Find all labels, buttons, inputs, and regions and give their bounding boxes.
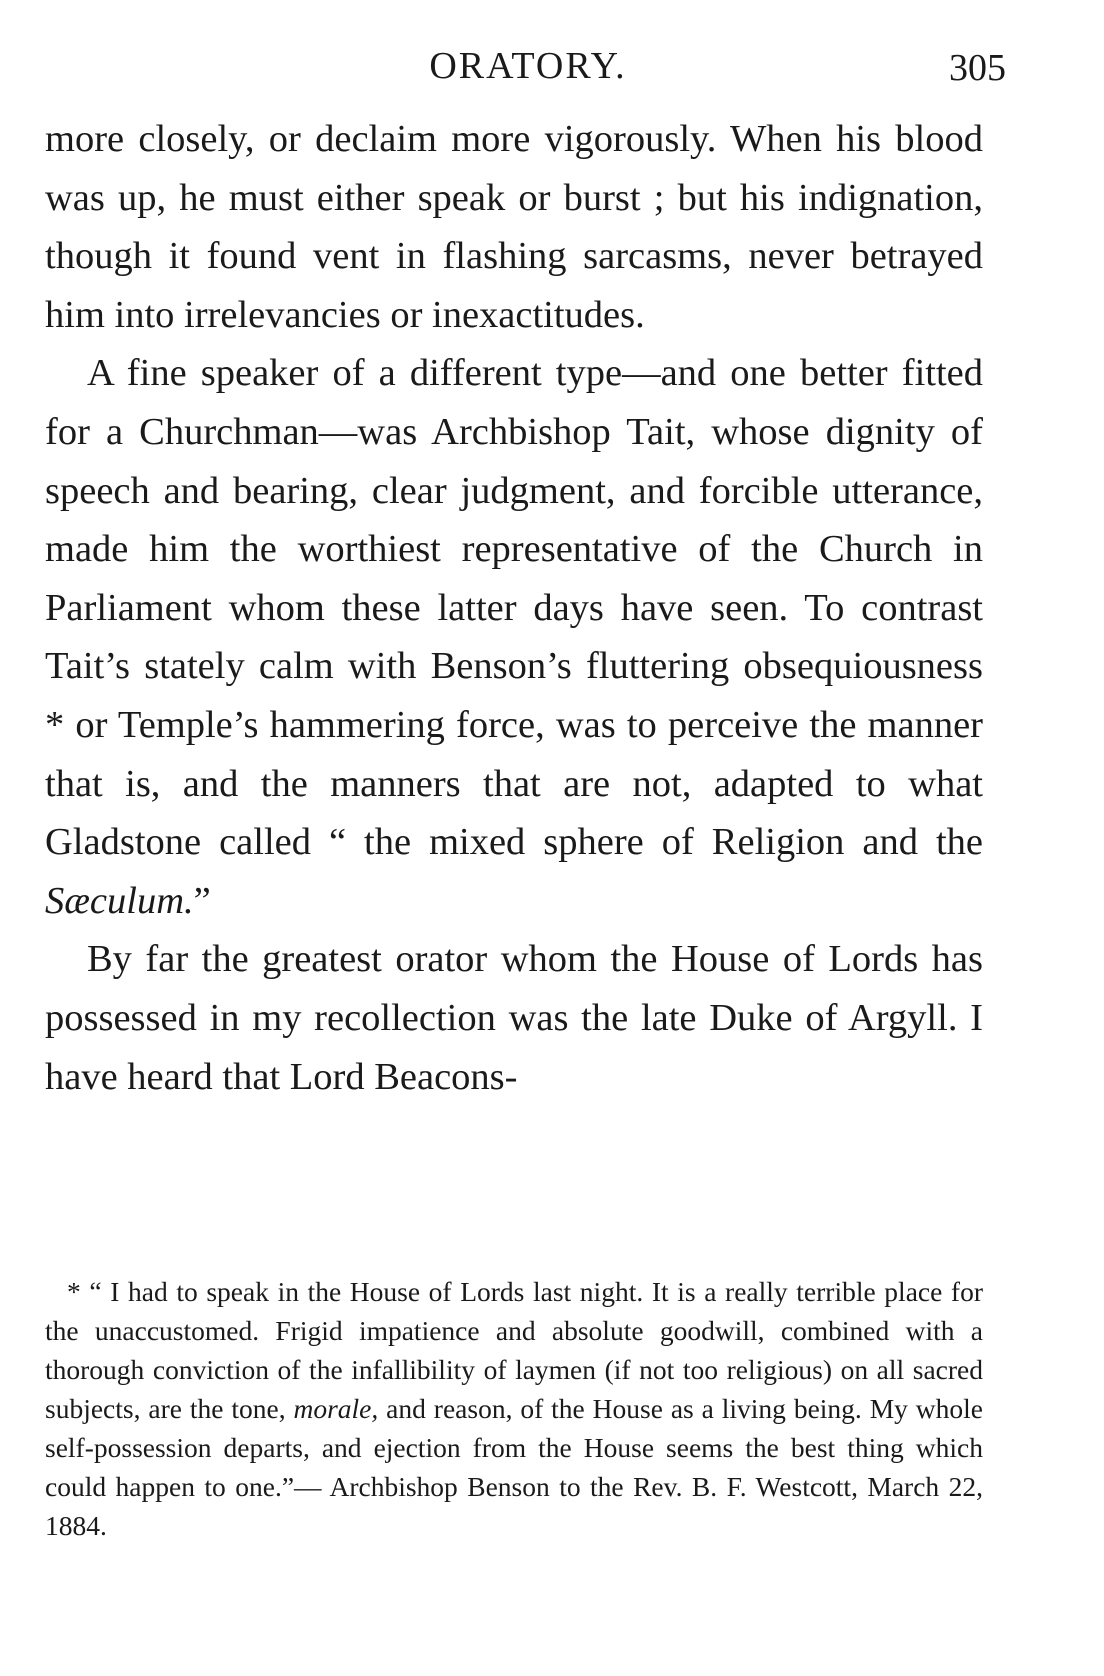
paragraph-archbishop-tait: [45, 344, 983, 930]
body-text: [45, 110, 983, 1106]
footnote: [45, 1272, 983, 1545]
italic-term: Sæculum.: [45, 879, 194, 922]
running-head: [0, 40, 1104, 96]
footnote-text: * “ I had to speak in the House of Lords last night. It is a really terrible place for the unaccustomed. Frigid impatience and absolute goodwill, combined with a thorough conviction of the infallibility of laymen (if not too religious) on all sacred subjects, are the tone,: [45, 1276, 983, 1424]
footnote-italic-term: morale,: [293, 1393, 379, 1424]
paragraph-continued: more closely, or declaim more vigorously. When his blood was up, he must either speak or burst ; but his indignation, though it found vent in flashing sarcasms, never betrayed him into irrelevancies or inexactitudes.: [45, 118, 983, 336]
running-title: ORATORY.: [429, 45, 627, 87]
paragraph-text: A fine speaker of a different type—and one better fitted for a Churchman—was Archbishop Tait, whose dignity of speech and bearing, clear judgment, and forcible utterance, made him the worthiest representative of the Church in Parliament whom these latter days have seen. To contrast Tait’s stately calm with Benson’s fluttering obsequiousness * or Temple’s hammering force, was to perceive the manner that is, and the manners that are not, adapted to what Gladstone called “ the mixed sphere of Religion and the: [45, 352, 983, 864]
closing-quote: ”: [193, 879, 211, 922]
footnote-text-end: and reason, of the House as a living being. My whole self-possession departs, and ejection from the House seems the best thing which could happen to one.”— Archbishop Benson to the Rev. B. F. Westcott, March 22, 1884.: [45, 1393, 984, 1541]
paragraph-duke-of-argyll: By far the greatest orator whom the House of Lords has possessed in my recollection was the late Duke of Argyll. I have heard that Lord Beacons-: [45, 938, 983, 1098]
page-number: 305: [949, 47, 1006, 89]
